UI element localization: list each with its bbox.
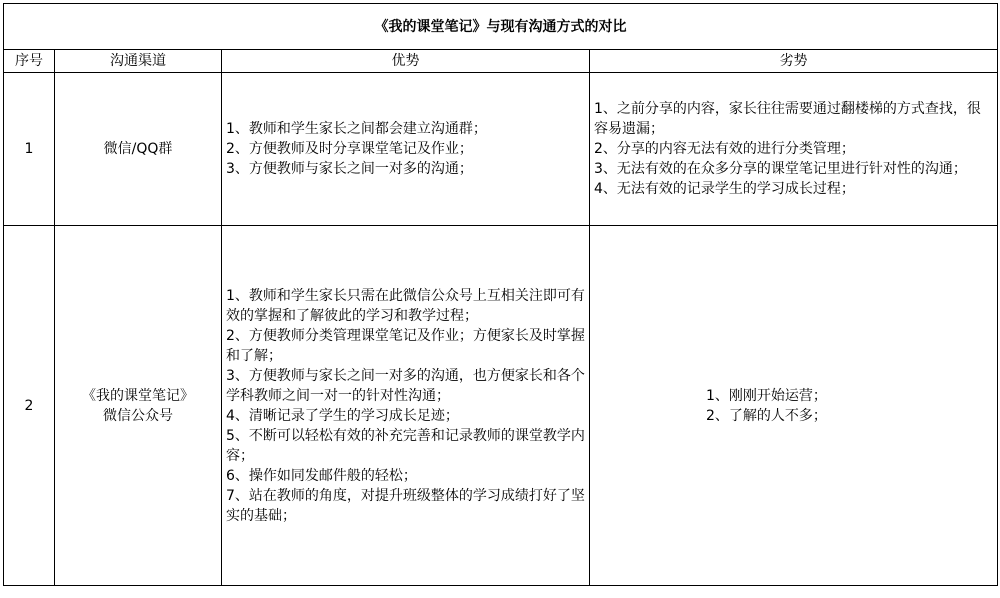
advantage-item: 7、站在教师的角度，对提升班级整体的学习成绩打好了坚实的基础；	[226, 487, 585, 524]
disadvantage-item: 1、之前分享的内容，家长往往需要通过翻楼梯的方式查找，很容易遗漏；	[594, 101, 981, 137]
disadvantage-item: 1、刚刚开始运营；	[706, 387, 827, 404]
disadvantage-item: 3、无法有效的在众多分享的课堂笔记里进行针对性的沟通；	[594, 161, 967, 177]
advantage-item: 4、清晰记录了学生的学习成长足迹；	[226, 407, 459, 424]
row-channel-cell[interactable]	[55, 226, 222, 586]
row-disadvantages-cell[interactable]	[590, 73, 998, 226]
advantage-item: 2、方便教师及时分享课堂笔记及作业；	[226, 141, 473, 157]
channel-line: 《我的课堂笔记》	[82, 387, 194, 404]
header-disadvantages[interactable]: 劣势	[590, 50, 998, 73]
row-channel-cell[interactable]	[55, 73, 222, 226]
disadvantage-item: 4、无法有效的记录学生的学习成长过程；	[594, 181, 855, 197]
header-channel[interactable]: 沟通渠道	[55, 50, 222, 73]
header-advantages[interactable]: 优势	[222, 50, 590, 73]
table-row	[4, 73, 998, 226]
advantage-item: 1、教师和学生家长只需在此微信公众号上互相关注即可有效的掌握和了解彼此的学习和教学过程；	[226, 287, 585, 324]
channel-line: 微信公众号	[103, 407, 173, 424]
advantage-item: 1、教师和学生家长之间都会建立沟通群；	[226, 121, 487, 137]
row-advantages-cell[interactable]	[222, 73, 590, 226]
channel-line: 微信/QQ群	[103, 141, 173, 157]
row-disadvantages-cell[interactable]	[590, 226, 998, 586]
advantage-item: 2、方便教师分类管理课堂笔记及作业；方便家长及时掌握和了解；	[226, 327, 585, 364]
disadvantage-item: 2、分享的内容无法有效的进行分类管理；	[594, 141, 855, 157]
advantage-item: 6、操作如同发邮件般的轻松；	[226, 467, 417, 484]
advantage-item: 5、不断可以轻松有效的补充完善和记录教师的课堂教学内容；	[226, 427, 585, 464]
disadvantage-item: 2、了解的人不多；	[706, 407, 827, 424]
row-index-cell[interactable]: 1	[4, 73, 55, 226]
table-row	[4, 226, 998, 586]
table-title[interactable]: 《我的课堂笔记》与现有沟通方式的对比	[4, 4, 998, 50]
header-index[interactable]: 序号	[4, 50, 55, 73]
comparison-table	[3, 3, 998, 586]
row-advantages-cell[interactable]	[222, 226, 590, 586]
title-row	[4, 4, 998, 50]
advantage-item: 3、方便教师与家长之间一对多的沟通，也方便家长和各个学科教师之间一对一的针对性沟通；	[226, 367, 585, 404]
header-row	[4, 50, 998, 73]
advantage-item: 3、方便教师与家长之间一对多的沟通；	[226, 161, 473, 177]
row-index-cell[interactable]: 2	[4, 226, 55, 586]
